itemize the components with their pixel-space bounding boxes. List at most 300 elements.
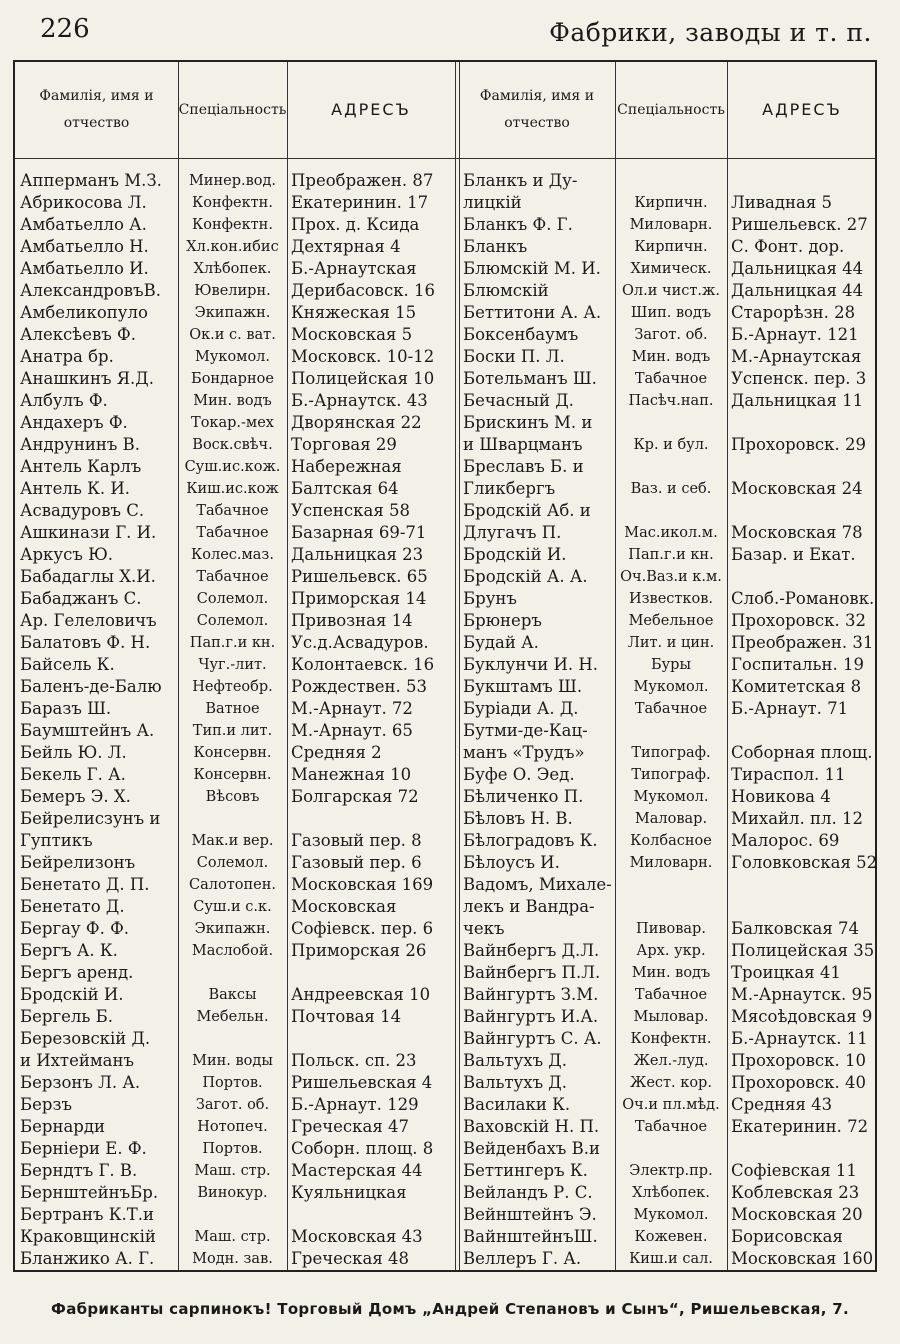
entry-name: Амбатьелло Н.	[20, 237, 149, 256]
page-number: 226	[40, 14, 90, 44]
table-row	[15, 896, 875, 918]
entry-specialty: Мыловар.	[633, 1009, 709, 1025]
table-row	[15, 588, 875, 610]
entry-specialty: Ол.и чист.ж.	[622, 283, 720, 299]
entry-address: Ливадная 5	[731, 193, 833, 212]
entry-address: Екатеринин. 72	[731, 1117, 869, 1136]
entry-address: Московск. 10-12	[291, 347, 435, 366]
entry-name: Веллеръ Г. А.	[463, 1249, 582, 1268]
entry-address: Московская 5	[291, 325, 413, 344]
table-row	[15, 984, 875, 1006]
entry-address: Средняя 43	[731, 1095, 833, 1114]
entry-specialty: Мин. водъ	[193, 393, 272, 409]
entry-name: Бергель Б.	[20, 1007, 113, 1026]
entry-specialty: Ваз. и себ.	[630, 481, 712, 497]
entry-specialty: Загот. об.	[634, 327, 708, 343]
entry-address	[731, 874, 877, 896]
entry-name: Боски П. Л.	[463, 347, 565, 366]
table-row	[15, 544, 875, 566]
entry-address: Дальницкая 23	[291, 545, 424, 564]
entry-name: Брискинъ М. и	[463, 413, 593, 432]
entry-name: ВайнштейнъШ.	[463, 1227, 598, 1246]
entry-address: Б.-Арнаут. 71	[731, 699, 849, 718]
entry-specialty: Вѣсовъ	[205, 789, 260, 805]
entry-name: Бланкъ Ф. Г.	[463, 215, 573, 234]
entry-address: Прохоровск. 40	[731, 1073, 866, 1092]
entry-specialty: Ватное	[205, 701, 260, 717]
entry-specialty: Конфектн.	[192, 217, 273, 233]
directory-table	[13, 60, 877, 1272]
table-row	[15, 258, 875, 280]
entry-specialty: Модн. зав.	[192, 1251, 273, 1267]
entry-specialty	[615, 500, 727, 522]
entry-specialty: Экипажн.	[194, 921, 271, 937]
entry-name: Бланкъ и Ду-	[463, 171, 578, 190]
entry-specialty: Табачное	[634, 371, 708, 387]
entry-specialty: Маслобой.	[191, 943, 274, 959]
entry-specialty: Мукомол.	[633, 679, 709, 695]
entry-name: Вайнгуртъ И.А.	[463, 1007, 599, 1026]
entry-specialty: Нотопеч.	[197, 1119, 268, 1135]
table-row	[15, 214, 875, 236]
table-row	[15, 302, 875, 324]
entry-name: Амбатьелло И.	[20, 259, 149, 278]
table-row	[15, 830, 875, 852]
entry-specialty: Экипажн.	[194, 305, 271, 321]
entry-address: М.-Арнаутск. 95	[731, 985, 873, 1004]
entry-name: Бреславъ Б. и	[463, 457, 584, 476]
table-row	[15, 478, 875, 500]
entry-name: Бемеръ Э. Х.	[20, 787, 131, 806]
entry-specialty: Мукомол.	[633, 1207, 709, 1223]
table-row	[15, 434, 875, 456]
entry-specialty: Салотопен.	[189, 877, 276, 893]
entry-name: Бергау Ф. Ф.	[20, 919, 130, 938]
entry-name: и Шварцманъ	[463, 435, 583, 454]
entry-name: Бабаджанъ С.	[20, 589, 142, 608]
entry-name: Вейнштейнъ Э.	[463, 1205, 597, 1224]
entry-address: Екатеринин. 17	[291, 193, 429, 212]
entry-specialty: Портов.	[202, 1075, 263, 1091]
header-address-left: АДРЕСЪ	[331, 99, 411, 119]
header-name-line2: отчество	[63, 115, 130, 131]
entry-name: Буфе О. Эед.	[463, 765, 575, 784]
entry-name: Бланкъ	[463, 237, 528, 256]
table-row	[15, 610, 875, 632]
table-row	[15, 1138, 875, 1160]
entry-address: Б.-Арнаут. 129	[291, 1095, 419, 1114]
entry-address: Андреевская 10	[291, 985, 431, 1004]
table-row	[15, 764, 875, 786]
entry-name: Бланжико А. Г.	[20, 1249, 155, 1268]
entry-name: Бродскій А. А.	[463, 567, 588, 586]
entry-address: Балковская 74	[731, 919, 860, 938]
entry-name: Ашкинази Г. И.	[20, 523, 157, 542]
entry-name: Бейрелизонъ	[20, 853, 136, 872]
entry-specialty: Табачное	[634, 987, 708, 1003]
entry-specialty: Кирпичн.	[634, 239, 708, 255]
entry-name: Березовскій Д.	[20, 1029, 151, 1048]
entry-name: Бродскій И.	[463, 545, 567, 564]
entry-address: Ришельевск. 65	[291, 567, 428, 586]
entry-address: Дальницкая 11	[731, 391, 864, 410]
table-row	[15, 236, 875, 258]
table-row	[15, 170, 875, 192]
table-row	[15, 918, 875, 940]
entry-name: лицкій	[463, 193, 522, 212]
entry-address: Мясоѣдовская 9	[731, 1007, 873, 1026]
entry-name: Бѣличенко П.	[463, 787, 584, 806]
header-name-line1: Фамилія, имя и	[39, 88, 154, 105]
entry-address: Слоб.-Романовк.	[731, 589, 875, 608]
entry-specialty	[615, 720, 727, 742]
entry-address: Набережная	[291, 457, 402, 476]
entry-specialty: Чуг.-лит.	[198, 657, 267, 673]
entry-name: Вадомъ, Михале-	[463, 875, 612, 894]
entry-name: Вальтухъ Д.	[463, 1051, 567, 1070]
entry-address: Польск. сп. 23	[291, 1051, 417, 1070]
entry-specialty: Колес.маз.	[191, 547, 274, 563]
entry-name: АлександровъВ.	[20, 281, 161, 300]
entry-address: Болгарская 72	[291, 787, 419, 806]
entry-specialty: Мин. водъ	[631, 965, 711, 981]
table-row	[15, 346, 875, 368]
entry-specialty: Консервн.	[193, 767, 272, 783]
entry-name: БернштейнъБр.	[20, 1183, 159, 1202]
entry-address: Соборн. площ. 8	[291, 1139, 434, 1158]
entry-address: Ришельевская 4	[291, 1073, 433, 1092]
entry-name: Вейландъ Р. С.	[463, 1183, 593, 1202]
entry-specialty: Кожевен.	[634, 1229, 708, 1245]
table-row	[15, 566, 875, 588]
entry-name: Антель К. И.	[20, 479, 130, 498]
header-rule	[15, 158, 875, 159]
entry-name: Аркусъ Ю.	[20, 545, 113, 564]
table-row	[15, 390, 875, 412]
entry-address: Колонтаевск. 16	[291, 655, 435, 674]
entry-address: Приморская 26	[291, 941, 427, 960]
entry-name: Будай А.	[463, 633, 539, 652]
entry-address: Средняя 2	[291, 743, 382, 762]
entry-specialty: Киш.и сал.	[629, 1251, 713, 1267]
entry-specialty: Оч.Ваз.и к.м.	[620, 569, 722, 585]
entry-specialty: Ваксы	[208, 987, 257, 1003]
entry-address: Московская 160	[731, 1249, 874, 1268]
table-row	[15, 412, 875, 434]
entry-name: Ботельманъ Ш.	[463, 369, 597, 388]
entry-name: Брюнеръ	[463, 611, 542, 630]
table-row	[15, 1226, 875, 1248]
entry-specialty: Пап.г.и кн.	[189, 635, 276, 651]
table-row	[15, 940, 875, 962]
entry-specialty: Жест. кор.	[630, 1075, 712, 1091]
table-row	[15, 500, 875, 522]
entry-specialty: Табачное	[196, 525, 269, 541]
entry-specialty: Маш. стр.	[194, 1163, 271, 1179]
entry-name: Буріади А. Д.	[463, 699, 579, 718]
entry-name: Вайнбергъ П.Л.	[463, 963, 601, 982]
entry-address	[731, 456, 877, 478]
entry-specialty: Хл.кон.ибис	[186, 239, 279, 255]
table-row	[15, 962, 875, 984]
advertisement-footer: Фабриканты сарпинокъ! Торговый Домъ „Андрей Степановъ и Сынъ“, Ришельевская, 7.	[51, 1300, 849, 1318]
entry-address: Госпитальн. 19	[731, 655, 865, 674]
entry-specialty: Хлѣбопек.	[193, 261, 272, 277]
entry-address: Успенская 58	[291, 501, 410, 520]
entry-name: Беттингеръ К.	[463, 1161, 588, 1180]
entry-address: Ус.д.Асвадуров.	[291, 633, 429, 652]
table-row	[15, 786, 875, 808]
table-row	[15, 1028, 875, 1050]
entry-name: Бродскій И.	[20, 985, 124, 1004]
entry-specialty: Тип.и лит.	[192, 723, 273, 739]
entry-address: Успенск. пер. 3	[731, 369, 867, 388]
entry-specialty: Шип. водъ	[630, 305, 712, 321]
entry-name: Алексѣевъ Ф.	[20, 325, 136, 344]
entry-address: Ришельевск. 27	[731, 215, 868, 234]
entry-specialty: Известков.	[628, 591, 713, 607]
entry-name: Баумштейнъ А.	[20, 721, 155, 740]
entry-address: Княжеская 15	[291, 303, 417, 322]
table-row	[15, 280, 875, 302]
entry-name: Вальтухъ Д.	[463, 1073, 567, 1092]
entry-specialty: Конфектн.	[192, 195, 273, 211]
entry-name: Антель Карлъ	[20, 457, 142, 476]
entry-specialty: Кр. и бул.	[633, 437, 709, 453]
entry-name: Бергъ А. К.	[20, 941, 118, 960]
entry-specialty: Солемол.	[196, 591, 269, 607]
entry-address	[731, 500, 877, 522]
entry-specialty: Портов.	[202, 1141, 263, 1157]
entry-name: Длугачъ П.	[463, 523, 562, 542]
table-row	[15, 324, 875, 346]
entry-specialty: Лит. и цин.	[627, 635, 715, 651]
entry-address: Соборная площ.	[731, 743, 873, 762]
entry-address: Коблевская 23	[731, 1183, 860, 1202]
header-specialty-right: Спеціальность	[617, 101, 725, 118]
header-name-line2: отчество	[504, 115, 570, 131]
entry-name: Вайнгуртъ С. А.	[463, 1029, 602, 1048]
entry-name: Бѣлоусъ И.	[463, 853, 560, 872]
entry-specialty: Электр.пр.	[629, 1163, 713, 1179]
table-row	[15, 1006, 875, 1028]
entry-address: Дальницкая 44	[731, 281, 864, 300]
entry-address: Привозная 14	[291, 611, 413, 630]
entry-address: Дерибасовск. 16	[291, 281, 436, 300]
entry-name: Балатовъ Ф. Н.	[20, 633, 151, 652]
table-row	[15, 456, 875, 478]
entry-name: Боксенбаумъ	[463, 325, 579, 344]
table-row	[15, 874, 875, 896]
entry-address: Старорѣзн. 28	[731, 303, 856, 322]
entry-specialty	[615, 896, 727, 918]
entry-name: Андахеръ Ф.	[20, 413, 128, 432]
entry-specialty: Типограф.	[631, 745, 711, 761]
entry-address: Полицейская 35	[731, 941, 875, 960]
entry-name: Бертранъ К.Т.и	[20, 1205, 154, 1224]
entry-name: Бѣловъ Н. В.	[463, 809, 573, 828]
entry-address: Борисовская	[731, 1227, 843, 1246]
entry-name: Вайнбергъ Д.Л.	[463, 941, 600, 960]
table-row	[15, 808, 875, 830]
entry-address: Б.-Арнаут. 121	[731, 325, 859, 344]
entry-specialty: Табачное	[196, 503, 269, 519]
entry-name: Андрунинъ В.	[20, 435, 141, 454]
entry-specialty: Арх. укр.	[636, 943, 706, 959]
entry-specialty: Пап.г.и кн.	[628, 547, 714, 563]
table-row	[15, 1248, 875, 1270]
entry-name: Анатра бр.	[20, 347, 114, 366]
table-row	[15, 742, 875, 764]
entry-name: Вайнгуртъ З.М.	[463, 985, 599, 1004]
entry-specialty: Пасѣч.нап.	[628, 393, 714, 409]
entry-specialty: Киш.ис.кож	[186, 481, 279, 497]
entry-specialty: Табачное	[196, 569, 269, 585]
entry-specialty: Токар.-мех	[191, 415, 274, 431]
table-row	[15, 192, 875, 214]
entry-address: Греческая 47	[291, 1117, 409, 1136]
table-row	[15, 1094, 875, 1116]
entry-address: Прох. д. Ксида	[291, 215, 420, 234]
entry-address: С. Фонт. дор.	[731, 237, 845, 256]
entry-specialty: Буры	[650, 657, 691, 673]
entry-specialty: Ок.и с. ват.	[189, 327, 276, 343]
entry-specialty	[615, 170, 727, 192]
entry-name: Василаки К.	[463, 1095, 571, 1114]
entry-name: Бродскій Аб. и	[463, 501, 591, 520]
entry-address: Дальницкая 44	[731, 259, 864, 278]
entry-name: Берзонъ Л. А.	[20, 1073, 141, 1092]
entry-name: Анашкинъ Я.Д.	[20, 369, 154, 388]
entry-address: Софіевская 11	[731, 1161, 857, 1180]
table-row	[15, 1050, 875, 1072]
entry-name: Букштамъ Ш.	[463, 677, 583, 696]
entry-address	[731, 896, 877, 918]
entry-specialty	[615, 412, 727, 434]
entry-specialty: Мукомол.	[633, 789, 709, 805]
entry-name: Бергъ аренд.	[20, 963, 134, 982]
entry-name: Краковщинскій	[20, 1227, 156, 1246]
entry-address: Московская	[291, 897, 397, 916]
table-row	[15, 1204, 875, 1226]
entry-address: Троицкая 41	[731, 963, 841, 982]
entry-specialty: Мин. водъ	[631, 349, 711, 365]
entry-address: Куяльницкая	[291, 1183, 407, 1202]
entry-address: Базар. и Екат.	[731, 545, 856, 564]
entry-address: М.-Арнаутская	[731, 347, 862, 366]
entry-address: Балтская 64	[291, 479, 399, 498]
table-row	[15, 654, 875, 676]
entry-specialty: Миловарн.	[629, 217, 713, 233]
entry-specialty: Солемол.	[196, 613, 269, 629]
entry-name: Асвадуровъ С.	[20, 501, 145, 520]
entry-name: Бейль Ю. Л.	[20, 743, 127, 762]
header-specialty-left: Спеціальность	[178, 101, 287, 118]
entry-specialty: Воск.свѣч.	[192, 437, 273, 453]
entry-specialty: Мебельн.	[196, 1009, 269, 1025]
entry-specialty: Оч.и пл.мѣд.	[622, 1097, 720, 1113]
entry-name: чекъ	[463, 919, 505, 938]
entry-address: Почтовая 14	[291, 1007, 402, 1026]
entry-address	[731, 566, 877, 588]
entry-address: Софіевск. пер. 6	[291, 919, 434, 938]
entry-address: Московская 169	[291, 875, 434, 894]
entry-name: Гликбергъ	[463, 479, 556, 498]
entry-address: М.-Арнаут. 72	[291, 699, 413, 718]
entry-specialty: Пивовар.	[636, 921, 706, 937]
entry-specialty: Загот. об.	[195, 1097, 270, 1113]
entry-address: Мастерская 44	[291, 1161, 423, 1180]
entry-address: Дворянская 22	[291, 413, 422, 432]
entry-specialty: Табачное	[634, 1119, 708, 1135]
header-name-line1: Фамилія, имя и	[479, 88, 595, 105]
entry-address	[731, 1138, 877, 1160]
entry-specialty: Маловар.	[634, 811, 708, 827]
entry-specialty: Мак.и вер.	[191, 833, 274, 849]
entry-specialty: Хлѣбопек.	[632, 1185, 710, 1201]
entry-specialty: Мас.икол.м.	[624, 525, 718, 541]
entry-address: Московская 43	[291, 1227, 423, 1246]
table-row	[15, 852, 875, 874]
entry-name: Бабадаглы Х.И.	[20, 567, 156, 586]
entry-name: Баленъ-де-Балю	[20, 677, 162, 696]
entry-address: Газовый пер. 6	[291, 853, 422, 872]
entry-specialty	[615, 874, 727, 896]
entry-name: Бутми-де-Кац-	[463, 721, 588, 740]
table-row	[15, 522, 875, 544]
entry-specialty: Суш.ис.кож.	[184, 459, 281, 475]
entry-name: Амбеликопуло	[20, 303, 148, 322]
entry-name: Буклунчи И. Н.	[463, 655, 598, 674]
entry-name: Ваховскій Н. П.	[463, 1117, 600, 1136]
table-row	[15, 632, 875, 654]
entry-specialty: Типограф.	[631, 767, 711, 783]
entry-address	[731, 170, 877, 192]
entry-address: Михайл. пл. 12	[731, 809, 863, 828]
entry-address: Московская 20	[731, 1205, 863, 1224]
entry-specialty: Колбасное	[630, 833, 712, 849]
entry-address: Рождествен. 53	[291, 677, 428, 696]
entry-name: Абрикосова Л.	[20, 193, 147, 212]
entry-name: Баразъ Ш.	[20, 699, 112, 718]
entry-address: М.-Арнаут. 65	[291, 721, 413, 740]
entry-name: Бекель Г. А.	[20, 765, 126, 784]
entry-name: Апперманъ М.З.	[20, 171, 162, 190]
entry-name: Берндтъ Г. В.	[20, 1161, 138, 1180]
entry-address	[731, 412, 877, 434]
entry-specialty: Маш. стр.	[194, 1229, 271, 1245]
entry-address: Б.-Арнаутская	[291, 259, 417, 278]
entry-name: Ар. Гелеловичъ	[20, 611, 157, 630]
entry-specialty: Мукомол.	[195, 349, 270, 365]
entry-name: Бѣлоградовъ К.	[463, 831, 598, 850]
header-name-left	[15, 62, 178, 158]
entry-name: Бернарди	[20, 1117, 106, 1136]
entry-name: манъ «Трудъ»	[463, 743, 585, 762]
entry-address: Газовый пер. 8	[291, 831, 422, 850]
table-row	[15, 698, 875, 720]
header-name-right	[459, 62, 615, 158]
entry-address: Дехтярная 4	[291, 237, 401, 256]
entry-address: Комитетская 8	[731, 677, 862, 696]
table-row	[15, 720, 875, 742]
entry-address: Тираспол. 11	[731, 765, 846, 784]
entry-address: Полицейская 10	[291, 369, 435, 388]
entry-specialty: Конфектн.	[630, 1031, 712, 1047]
entry-name: Брунъ	[463, 589, 517, 608]
table-row	[15, 1116, 875, 1138]
entry-address: Московская 24	[731, 479, 863, 498]
